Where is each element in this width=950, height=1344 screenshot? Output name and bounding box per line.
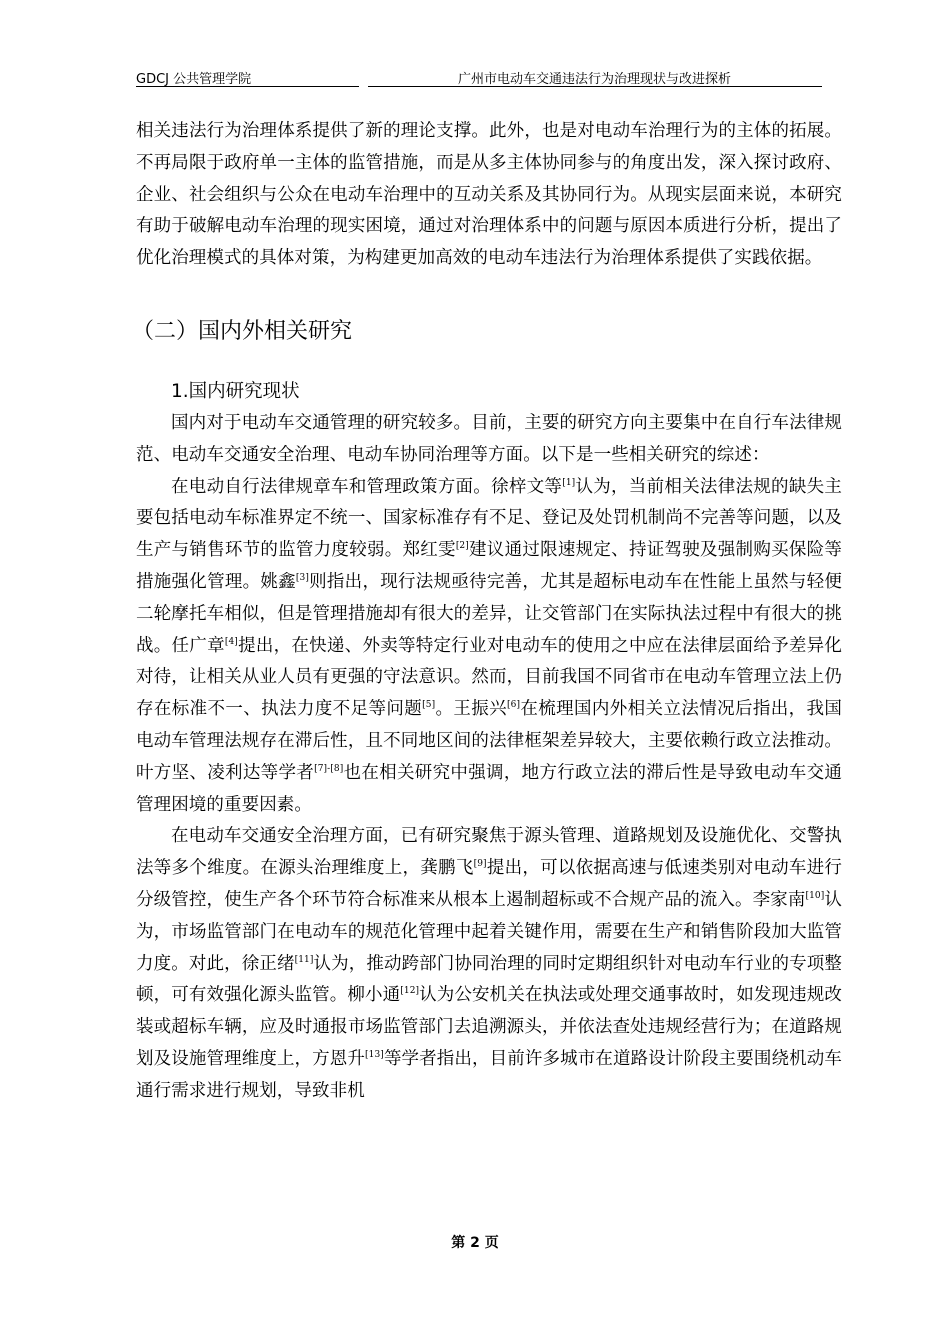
citation-ref: [2]	[455, 541, 469, 552]
header-rule-right	[368, 86, 822, 87]
text-run: 提出，可以依据高速与低速类别对电动车进行分级管控，使生产各个环节符合标准来从根本上遏制超标或不合规产品的流入。李家南	[136, 858, 843, 910]
citation-ref: [4]	[224, 636, 238, 647]
text-run: 提出，在快递、外卖等特定行业对电动车的使用之中应在法律层面给予差异化对待，让相关从业人员有更强的守法意识。然而，目前我国不同省市在电动车管理立法上仍存在标准不一、执法力度不足等问题	[136, 635, 842, 720]
text-run: 认为，推动跨部门协同治理的同时定期组织针对电动车行业的专项整顿，可有效强化源头监管。柳小通	[136, 953, 843, 1006]
citation-ref: [7]-[8]	[314, 763, 344, 774]
paragraph-1: 相关违法行为治理体系提供了新的理论支撑。此外，也是对电动车治理行为的主体的拓展。不再局限于政府单一主体的监管措施，而是从多主体协同参与的角度出发，深入探讨政府、企业、社会组织与公众在电动车治理中的互动关系及其协同行为。从现实层面来说，本研究有助于破解电动车治理的现实困境，通过对治理体系中的问题与原因本质进行分析，提出了优化治理模式的具体对策，为构建更加高效的电动车违法行为治理体系提供了实践依据。	[136, 121, 842, 269]
text-run: 认为公安机关在执法或处理交通事故时，如发现违规改装或超标车辆，应及时通报市场监管部门去追溯源头，并依法查处违规经营行为；在道路规划及设施管理维度上，方恩升	[136, 985, 842, 1069]
citation-ref: [11]	[294, 954, 314, 965]
text-run: 等学者指出，目前许多城市在道路设计阶段主要围绕机动车通行需求进行规划，导致非机	[136, 1048, 842, 1101]
citation-ref: [6]	[507, 700, 521, 711]
text-run: 认为，当前相关法律法规的缺失主要包括电动车标准界定不统一、国家标准存有不足、登记及处罚机制尚不完善等问题，以及生产与销售环节的监管力度较弱。郑红雯	[136, 476, 842, 561]
text-run: 。王振兴	[435, 699, 508, 720]
text-run: 在电动车交通安全治理方面，已有研究聚焦于源头管理、道路规划及设施优化、交警执法等多个维度。在源头治理维度上，龚鹏飞	[136, 826, 842, 879]
paragraph-2: 国内对于电动车交通管理的研究较多。目前，主要的研究方向主要集中在自行车法律规范、电动车交通安全治理、电动车协同治理等方面。以下是一些相关研究的综述：	[136, 412, 842, 465]
page-number: 第 2 页	[451, 1235, 499, 1251]
header-left: GDCJ 公共管理学院	[136, 72, 252, 87]
subsection-heading: 1.国内研究现状	[171, 380, 300, 402]
paragraph-4	[136, 821, 842, 1107]
text-run: 认为，市场监管部门在电动车的规范化管理中起着关键作用，需要在生产和销售阶段加大监管力度。对此，徐正绪	[136, 889, 842, 974]
paragraph-3	[136, 472, 842, 822]
text-run: 在梳理国内外相关立法情况后指出，我国电动车管理法规存在滞后性，且不同地区间的法律框架差异较大，主要依赖行政立法推动。叶方坚、凌利达等学者	[136, 699, 842, 783]
header-right: 广州市电动车交通违法行为治理现状与改进探析	[458, 72, 732, 87]
page-body	[132, 116, 843, 1108]
citation-ref: [10]	[805, 890, 825, 901]
citation-ref: [13]	[365, 1049, 384, 1060]
citation-ref: [1]	[562, 477, 576, 488]
page-header	[136, 66, 822, 88]
citation-ref: [9]	[473, 859, 487, 870]
citation-ref: [12]	[400, 986, 420, 997]
citation-ref: [5]	[422, 700, 436, 711]
section-heading: （二）国内外相关研究	[132, 318, 353, 344]
text-run: 在电动自行法律规章车和管理政策方面。徐梓文等	[171, 476, 563, 497]
text-run: 则指出，现行法规亟待完善，尤其是超标电动车在性能上虽然与轻便二轮摩托车相似，但是管理措施却有很大的差异，让交管部门在实际执法过程中有很大的挑战。任广章	[136, 571, 843, 656]
text-run: 也在相关研究中强调，地方行政立法的滞后性是导致电动车交通管理困境的重要因素。	[136, 762, 842, 815]
citation-ref: [3]	[295, 572, 309, 583]
header-rule-left	[136, 86, 359, 87]
text-run: 建议通过限速规定、持证驾驶及强制购买保险等措施强化管理。姚鑫	[136, 540, 842, 592]
